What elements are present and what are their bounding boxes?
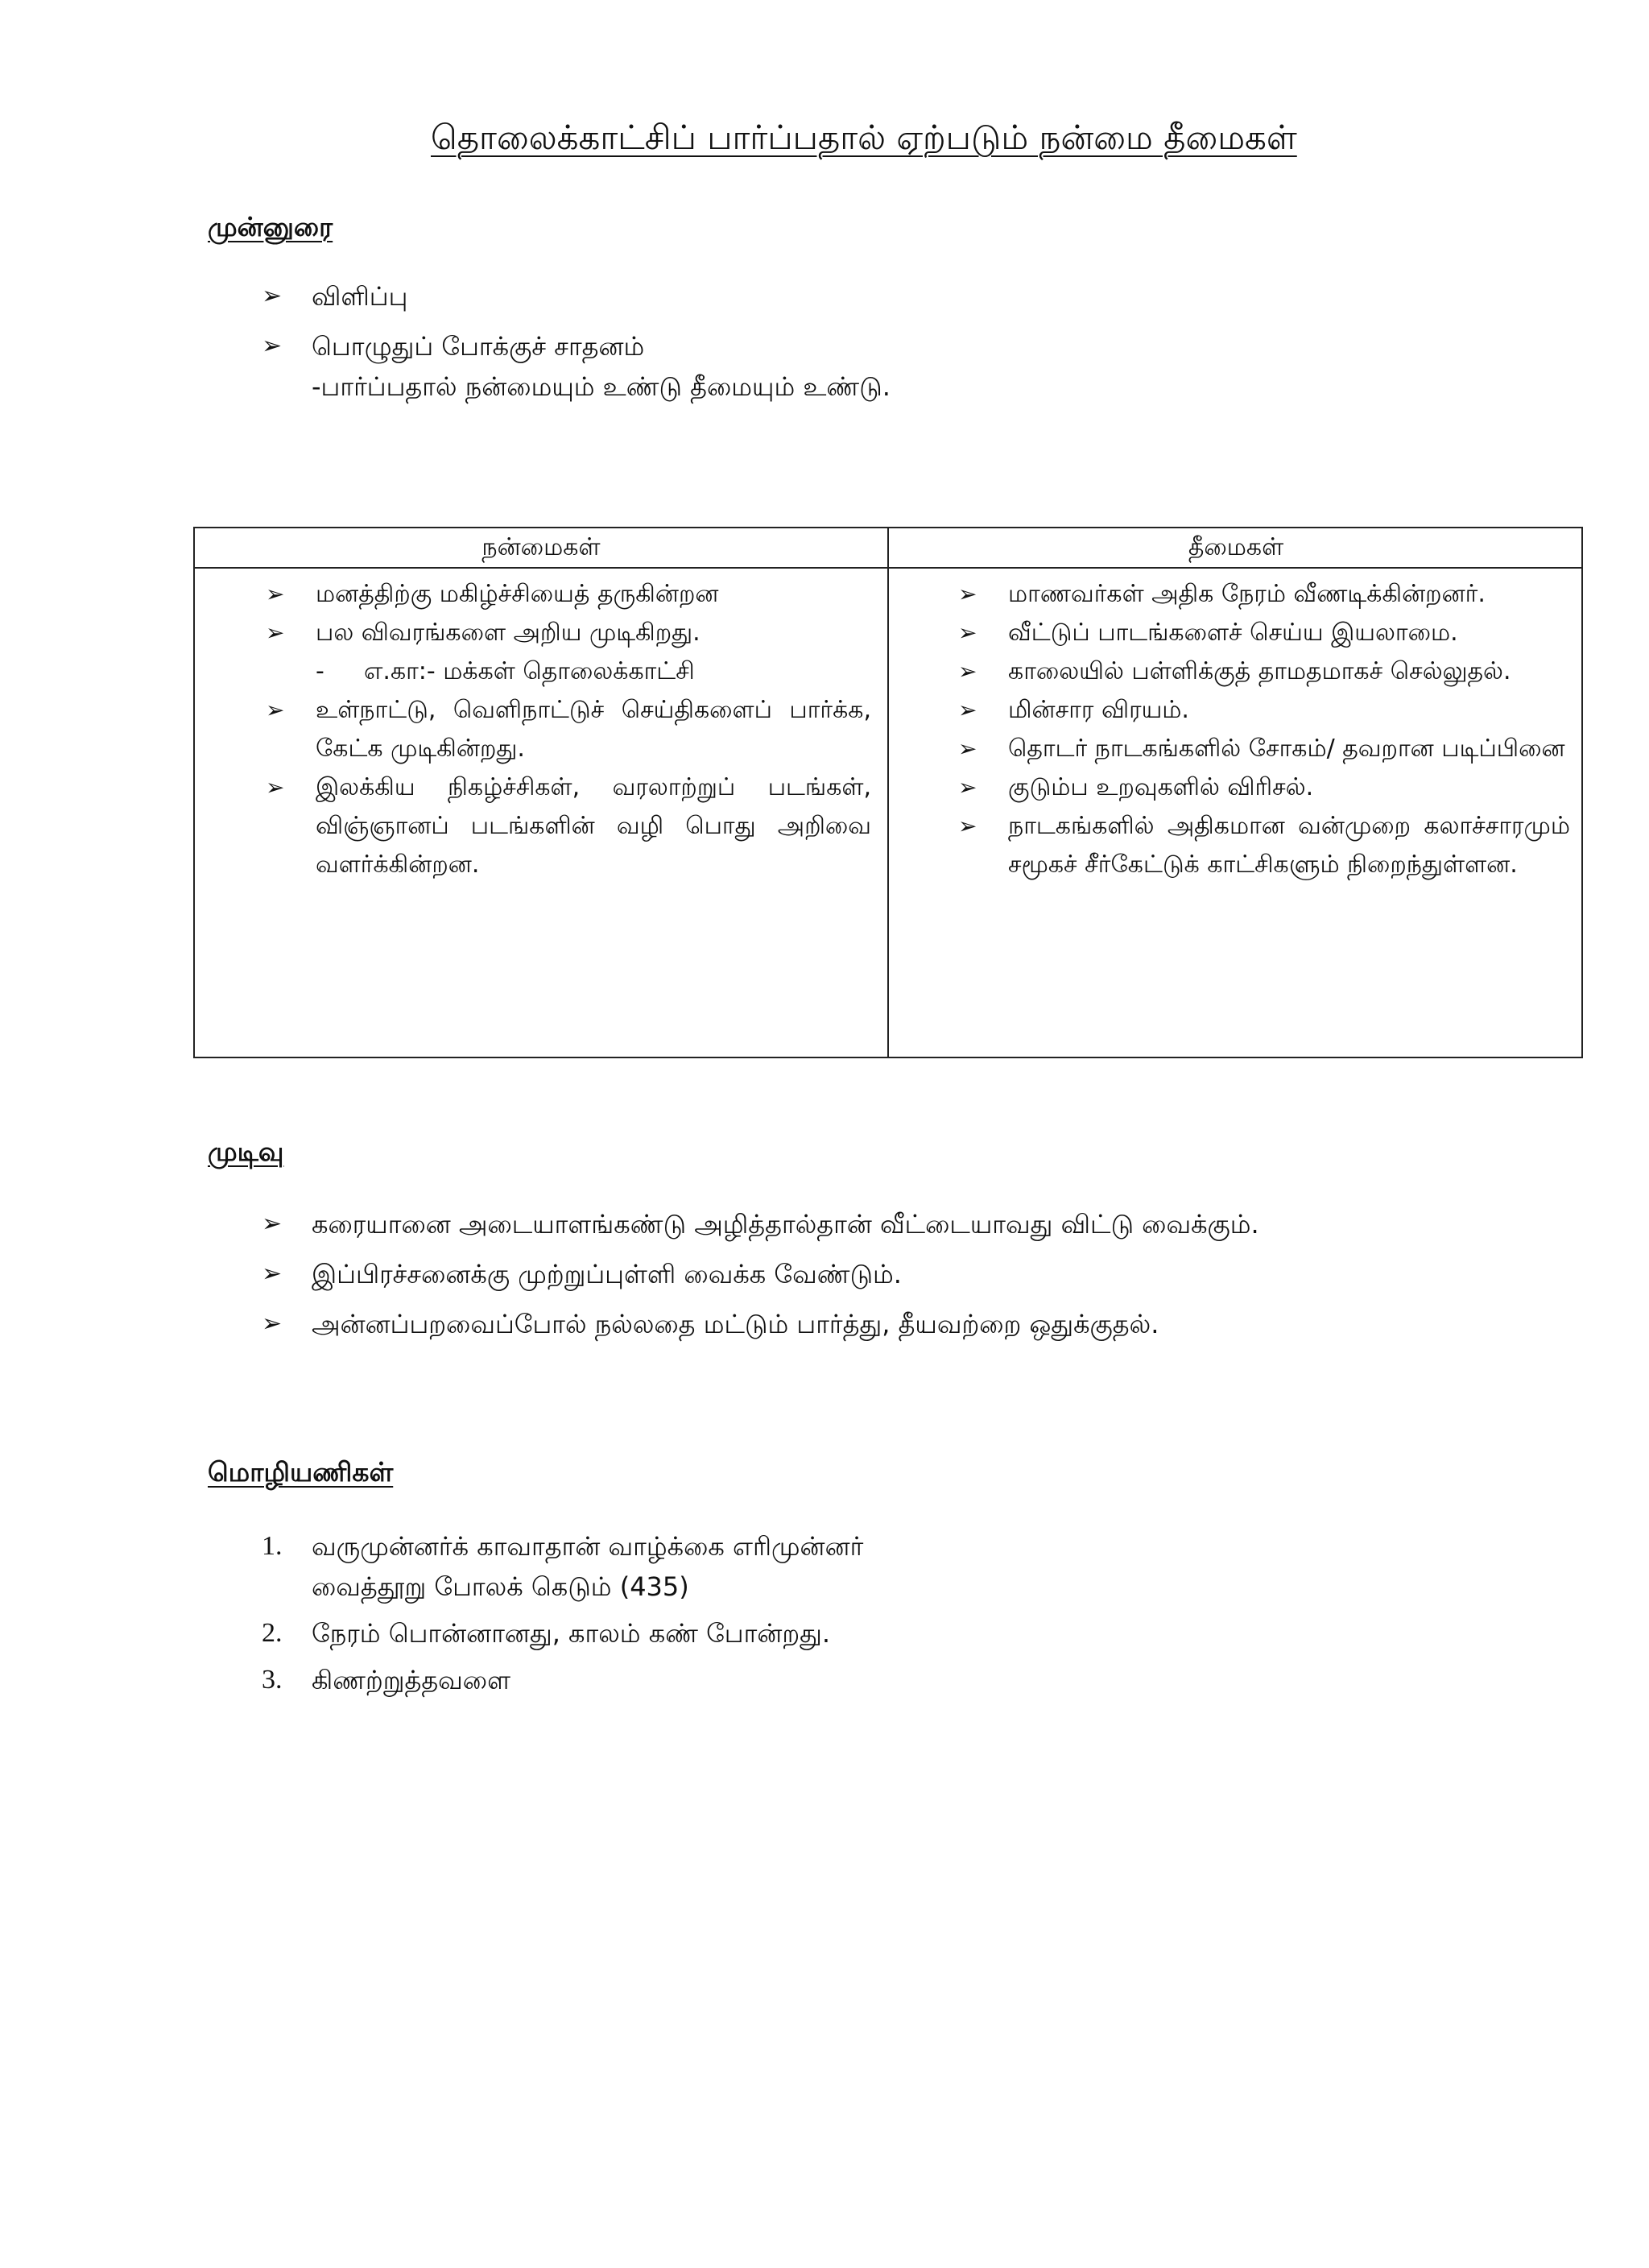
table-row bbox=[958, 614, 1570, 652]
arrowhead-bullet-icon: ➢ bbox=[958, 581, 977, 607]
table-cell-text: மாணவர்கள் அதிக நேரம் வீணடிக்கின்றனர். bbox=[1008, 580, 1486, 608]
table-header-disadvantages: தீமைகள் bbox=[1188, 533, 1284, 561]
arrowhead-bullet-icon: ➢ bbox=[266, 697, 285, 723]
arrowhead-bullet-icon: ➢ bbox=[266, 619, 285, 646]
table-row bbox=[266, 614, 871, 652]
table-cell-text: இலக்கிய நிகழ்ச்சிகள், வரலாற்றுப் படங்கள், விஞ்ஞானப் படங்களின் வழி பொது அறிவை வளர்க்கின்றன. bbox=[316, 773, 871, 879]
table-cell-text: உள்நாட்டு, வெளிநாட்டுச் செய்திகளைப் பார்க்க, கேட்க முடிகின்றது. bbox=[316, 696, 871, 763]
arrowhead-bullet-icon: ➢ bbox=[958, 658, 977, 685]
arrowhead-bullet-icon: ➢ bbox=[958, 697, 977, 723]
proverb-line: வைத்தூறு போலக் கெடும் (435) bbox=[312, 1571, 689, 1602]
table-row bbox=[958, 730, 1570, 768]
proverbs-heading: மொழியணிகள் bbox=[208, 1456, 394, 1488]
list-item bbox=[262, 1526, 863, 1607]
list-item-text: இப்பிரச்சனைக்கு முற்றுப்புள்ளி வைக்க வேண்டும். bbox=[312, 1259, 902, 1289]
sub-dash: - bbox=[316, 657, 324, 685]
intro-list bbox=[262, 280, 891, 420]
list-item-text: விளிப்பு bbox=[312, 281, 408, 312]
arrowhead-bullet-icon: ➢ bbox=[958, 774, 977, 801]
conclusion-list bbox=[262, 1208, 1259, 1358]
table-cell-text: காலையில் பள்ளிக்குத் தாமதமாகச் செல்லுதல். bbox=[1008, 657, 1511, 685]
list-item bbox=[262, 1613, 863, 1653]
table-row bbox=[266, 691, 871, 768]
table-cell-text: குடும்ப உறவுகளில் விரிசல். bbox=[1008, 773, 1314, 801]
table-header-advantages: நன்மைகள் bbox=[481, 533, 601, 561]
disadvantages-list bbox=[958, 575, 1570, 884]
list-number: 2. bbox=[262, 1618, 283, 1648]
page-title: தொலைக்காட்சிப் பார்ப்பதால் ஏற்படும் நன்மை தீமைகள் bbox=[431, 118, 1297, 157]
table-column-divider bbox=[887, 528, 889, 1057]
list-item-text: பொழுதுப் போக்குச் சாதனம் bbox=[312, 331, 645, 362]
list-item bbox=[262, 280, 891, 312]
table-row bbox=[958, 807, 1570, 884]
list-item bbox=[262, 1660, 863, 1700]
proverb-line: நேரம் பொன்னானது, காலம் கண் போன்றது. bbox=[312, 1618, 831, 1649]
list-item bbox=[262, 1208, 1259, 1240]
conclusion-heading: முடிவு bbox=[208, 1136, 284, 1167]
table-row bbox=[958, 768, 1570, 807]
proverbs-list bbox=[262, 1526, 863, 1707]
proverb-line: வருமுன்னர்க் காவாதான் வாழ்க்கை எரிமுன்னர் bbox=[312, 1531, 864, 1562]
table-row bbox=[266, 575, 871, 614]
arrowhead-bullet-icon: ➢ bbox=[958, 619, 977, 646]
arrowhead-bullet-icon: ➢ bbox=[266, 774, 285, 801]
pros-cons-table bbox=[193, 527, 1583, 1058]
list-item bbox=[262, 1258, 1259, 1290]
list-item bbox=[262, 1308, 1259, 1340]
intro-heading: முன்னுரை bbox=[208, 211, 333, 242]
table-cell-text: மின்சார விரயம். bbox=[1008, 696, 1189, 724]
list-item-text: அன்னப்பறவைப்போல் நல்லதை மட்டும் பார்த்து, தீயவற்றை ஒதுக்குதல். bbox=[312, 1309, 1159, 1339]
arrowhead-bullet-icon: ➢ bbox=[266, 581, 285, 607]
arrowhead-bullet-icon: ➢ bbox=[262, 1260, 283, 1288]
list-number: 1. bbox=[262, 1531, 283, 1561]
list-item-text: கரையானை அடையாளங்கண்டு அழித்தால்தான் வீட்டையாவது விட்டு வைக்கும். bbox=[312, 1209, 1259, 1240]
table-cell-text: வீட்டுப் பாடங்களைச் செய்ய இயலாமை. bbox=[1008, 619, 1458, 647]
table-row bbox=[958, 575, 1570, 614]
table-cell-text: எ.கா:- மக்கள் தொலைக்காட்சி bbox=[364, 657, 695, 685]
advantages-list bbox=[266, 575, 871, 884]
arrowhead-bullet-icon: ➢ bbox=[262, 332, 283, 360]
table-row bbox=[958, 652, 1570, 691]
table-row bbox=[266, 768, 871, 884]
arrowhead-bullet-icon: ➢ bbox=[262, 282, 283, 310]
table-cell-text: தொடர் நாடகங்களில் சோகம்/ தவறான படிப்பினை bbox=[1008, 735, 1565, 763]
table-row bbox=[266, 652, 871, 691]
intro-subline: -பார்ப்பதால் நன்மையும் உண்டு தீமையும் உண்டு. bbox=[312, 371, 891, 402]
arrowhead-bullet-icon: ➢ bbox=[262, 1310, 283, 1338]
list-item bbox=[262, 330, 891, 403]
table-row bbox=[958, 691, 1570, 730]
arrowhead-bullet-icon: ➢ bbox=[262, 1210, 283, 1238]
proverb-line: கிணற்றுத்தவளை bbox=[312, 1665, 510, 1695]
list-number: 3. bbox=[262, 1665, 283, 1695]
arrowhead-bullet-icon: ➢ bbox=[958, 735, 977, 762]
table-cell-text: நாடகங்களில் அதிகமான வன்முறை கலாச்சாரமும் சமூகச் சீர்கேட்டுக் காட்சிகளும் நிறைந்துள்ளன. bbox=[1008, 812, 1570, 879]
table-header-divider bbox=[195, 567, 1581, 569]
arrowhead-bullet-icon: ➢ bbox=[958, 813, 977, 839]
table-cell-text: பல விவரங்களை அறிய முடிகிறது. bbox=[316, 619, 701, 647]
table-cell-text: மனத்திற்கு மகிழ்ச்சியைத் தருகின்றன bbox=[316, 580, 719, 608]
